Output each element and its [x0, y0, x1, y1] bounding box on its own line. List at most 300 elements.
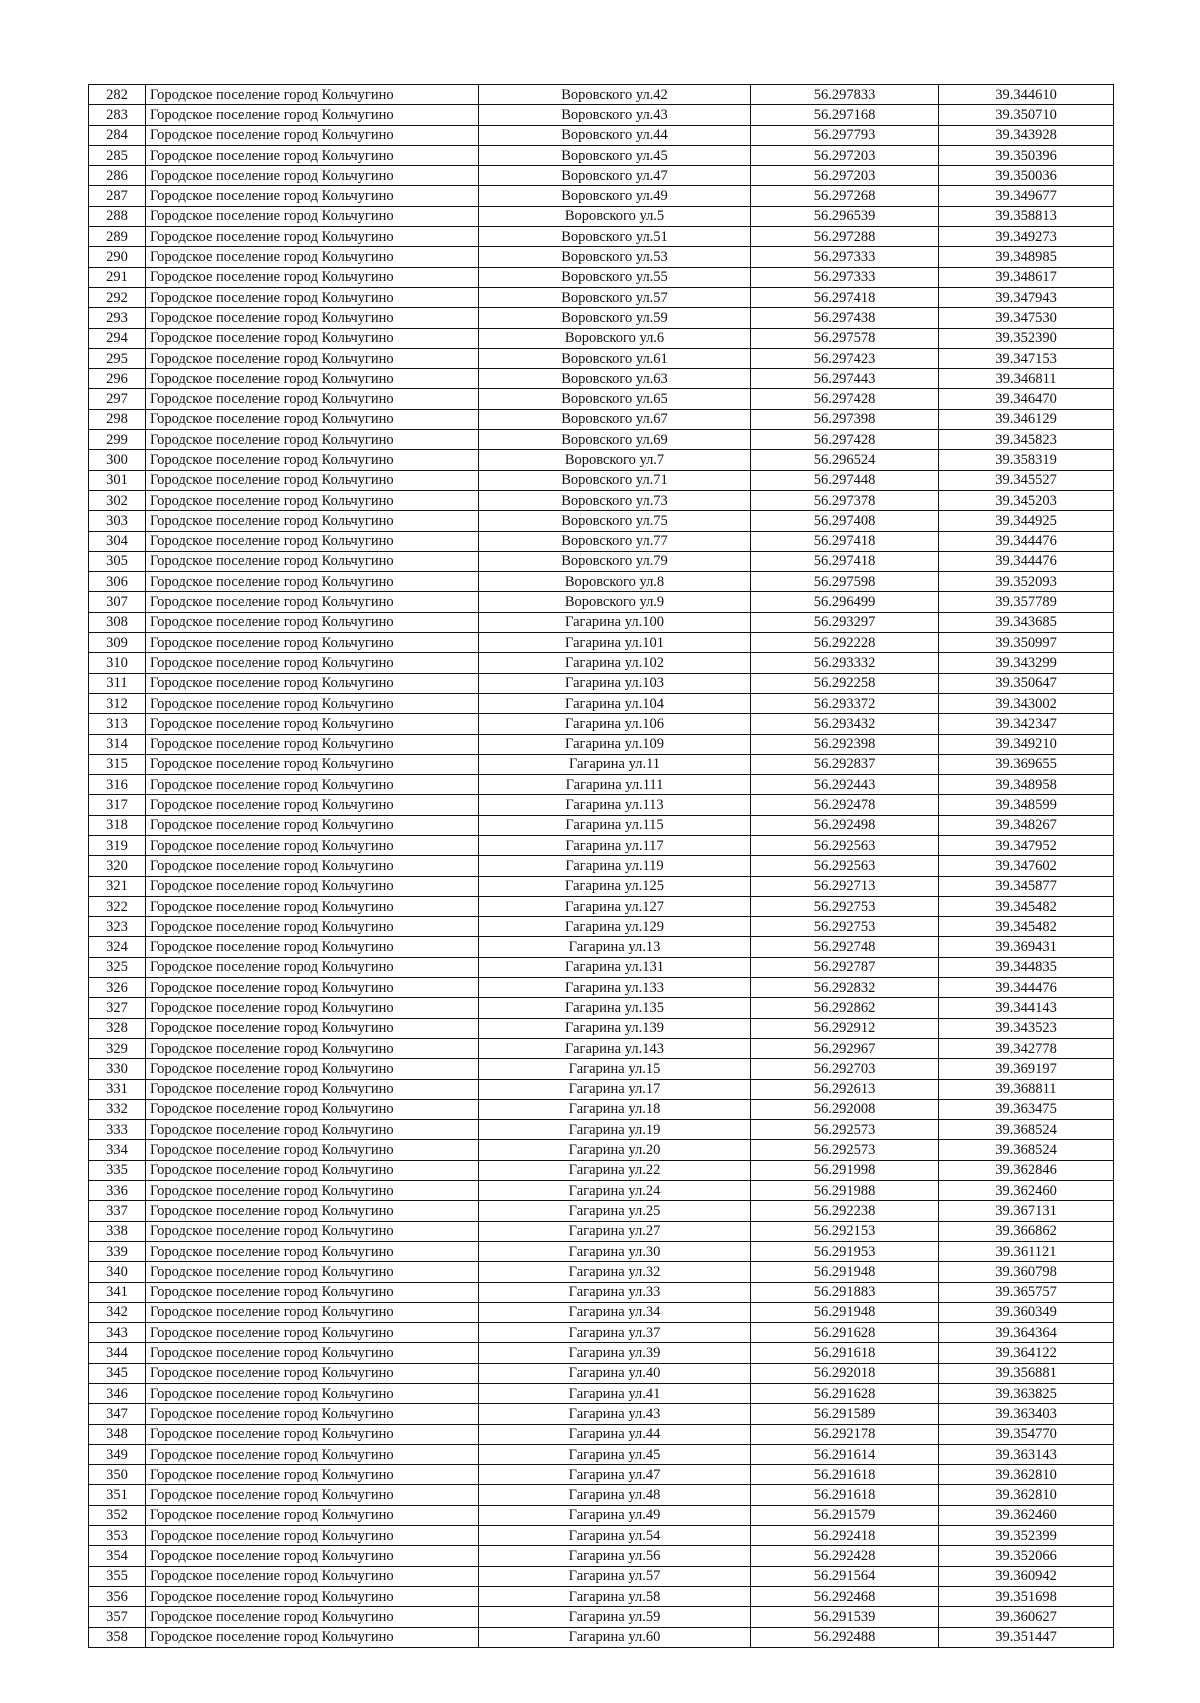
table-row: [89, 328, 1114, 348]
table-row: [89, 1404, 1114, 1424]
row-number-cell: 317: [89, 795, 146, 815]
longitude-cell: 39.350997: [939, 633, 1114, 653]
table-row: [89, 937, 1114, 957]
latitude-cell: 56.297428: [751, 430, 939, 450]
longitude-cell: 39.358319: [939, 450, 1114, 470]
settlement-cell: Городское поселение город Кольчугино: [146, 430, 479, 450]
address-cell: Гагарина ул.102: [479, 653, 751, 673]
longitude-cell: 39.342778: [939, 1038, 1114, 1058]
latitude-cell: 56.291614: [751, 1444, 939, 1464]
settlement-cell: Городское поселение город Кольчугино: [146, 247, 479, 267]
latitude-cell: 56.297168: [751, 105, 939, 125]
address-cell: Воровского ул.57: [479, 287, 751, 307]
address-cell: Воровского ул.6: [479, 328, 751, 348]
address-cell: Гагарина ул.15: [479, 1059, 751, 1079]
settlement-cell: Городское поселение город Кольчугино: [146, 754, 479, 774]
address-cell: Гагарина ул.43: [479, 1404, 751, 1424]
table-row: [89, 186, 1114, 206]
address-cell: Гагарина ул.33: [479, 1282, 751, 1302]
address-cell: Воровского ул.75: [479, 511, 751, 531]
settlement-cell: Городское поселение город Кольчугино: [146, 287, 479, 307]
longitude-cell: 39.345203: [939, 490, 1114, 510]
latitude-cell: 56.292753: [751, 896, 939, 916]
address-cell: Гагарина ул.47: [479, 1465, 751, 1485]
table-row: [89, 714, 1114, 734]
address-cell: Гагарина ул.22: [479, 1160, 751, 1180]
longitude-cell: 39.344476: [939, 551, 1114, 571]
latitude-cell: 56.291628: [751, 1384, 939, 1404]
row-number-cell: 340: [89, 1262, 146, 1282]
address-cell: Гагарина ул.25: [479, 1201, 751, 1221]
latitude-cell: 56.291589: [751, 1404, 939, 1424]
address-cell: Гагарина ул.18: [479, 1099, 751, 1119]
table-row: [89, 896, 1114, 916]
longitude-cell: 39.344143: [939, 998, 1114, 1018]
row-number-cell: 315: [89, 754, 146, 774]
row-number-cell: 290: [89, 247, 146, 267]
address-cell: Воровского ул.8: [479, 572, 751, 592]
address-cell: Гагарина ул.56: [479, 1546, 751, 1566]
settlement-cell: Городское поселение город Кольчугино: [146, 1120, 479, 1140]
settlement-cell: Городское поселение город Кольчугино: [146, 145, 479, 165]
row-number-cell: 289: [89, 227, 146, 247]
address-cell: Гагарина ул.30: [479, 1241, 751, 1261]
longitude-cell: 39.347943: [939, 287, 1114, 307]
table-row: [89, 1201, 1114, 1221]
latitude-cell: 56.292753: [751, 917, 939, 937]
address-cell: Гагарина ул.45: [479, 1444, 751, 1464]
row-number-cell: 312: [89, 693, 146, 713]
longitude-cell: 39.369431: [939, 937, 1114, 957]
latitude-cell: 56.291618: [751, 1465, 939, 1485]
longitude-cell: 39.351447: [939, 1627, 1114, 1647]
settlement-cell: Городское поселение город Кольчугино: [146, 693, 479, 713]
table-row: [89, 1363, 1114, 1383]
settlement-cell: Городское поселение город Кольчугино: [146, 1221, 479, 1241]
address-cell: Воровского ул.44: [479, 125, 751, 145]
settlement-cell: Городское поселение город Кольчугино: [146, 1059, 479, 1079]
longitude-cell: 39.344925: [939, 511, 1114, 531]
row-number-cell: 325: [89, 957, 146, 977]
address-cell: Гагарина ул.131: [479, 957, 751, 977]
table-row: [89, 1241, 1114, 1261]
row-number-cell: 342: [89, 1302, 146, 1322]
address-cell: Гагарина ул.24: [479, 1181, 751, 1201]
latitude-cell: 56.292573: [751, 1140, 939, 1160]
table-row: [89, 1079, 1114, 1099]
longitude-cell: 39.344835: [939, 957, 1114, 977]
address-cell: Гагарина ул.27: [479, 1221, 751, 1241]
latitude-cell: 56.291579: [751, 1505, 939, 1525]
latitude-cell: 56.296539: [751, 206, 939, 226]
row-number-cell: 327: [89, 998, 146, 1018]
table-row: [89, 1120, 1114, 1140]
row-number-cell: 292: [89, 287, 146, 307]
table-row: [89, 612, 1114, 632]
settlement-cell: Городское поселение город Кольчугино: [146, 734, 479, 754]
address-coordinates-table: [88, 84, 1114, 1648]
latitude-cell: 56.297833: [751, 85, 939, 105]
table-row: [89, 85, 1114, 105]
settlement-cell: Городское поселение город Кольчугино: [146, 409, 479, 429]
table-row: [89, 1505, 1114, 1525]
row-number-cell: 337: [89, 1201, 146, 1221]
settlement-cell: Городское поселение город Кольчугино: [146, 1566, 479, 1586]
settlement-cell: Городское поселение город Кольчугино: [146, 1302, 479, 1322]
latitude-cell: 56.292862: [751, 998, 939, 1018]
row-number-cell: 296: [89, 369, 146, 389]
latitude-cell: 56.297288: [751, 227, 939, 247]
row-number-cell: 304: [89, 531, 146, 551]
latitude-cell: 56.292488: [751, 1627, 939, 1647]
address-cell: Гагарина ул.139: [479, 1018, 751, 1038]
address-cell: Гагарина ул.49: [479, 1505, 751, 1525]
table-row: [89, 1546, 1114, 1566]
longitude-cell: 39.369197: [939, 1059, 1114, 1079]
address-cell: Гагарина ул.133: [479, 978, 751, 998]
address-cell: Гагарина ул.13: [479, 937, 751, 957]
longitude-cell: 39.347602: [939, 856, 1114, 876]
row-number-cell: 282: [89, 85, 146, 105]
table-row: [89, 633, 1114, 653]
table-row: [89, 856, 1114, 876]
longitude-cell: 39.343523: [939, 1018, 1114, 1038]
table-row: [89, 1384, 1114, 1404]
longitude-cell: 39.368524: [939, 1140, 1114, 1160]
latitude-cell: 56.292018: [751, 1363, 939, 1383]
latitude-cell: 56.297428: [751, 389, 939, 409]
settlement-cell: Городское поселение город Кольчугино: [146, 551, 479, 571]
latitude-cell: 56.292967: [751, 1038, 939, 1058]
address-cell: Воровского ул.71: [479, 470, 751, 490]
row-number-cell: 343: [89, 1323, 146, 1343]
address-cell: Гагарина ул.41: [479, 1384, 751, 1404]
longitude-cell: 39.344476: [939, 978, 1114, 998]
row-number-cell: 338: [89, 1221, 146, 1241]
longitude-cell: 39.342347: [939, 714, 1114, 734]
table-row: [89, 592, 1114, 612]
latitude-cell: 56.291618: [751, 1485, 939, 1505]
settlement-cell: Городское поселение город Кольчугино: [146, 673, 479, 693]
settlement-cell: Городское поселение город Кольчугино: [146, 896, 479, 916]
latitude-cell: 56.297598: [751, 572, 939, 592]
address-cell: Гагарина ул.135: [479, 998, 751, 1018]
row-number-cell: 326: [89, 978, 146, 998]
row-number-cell: 306: [89, 572, 146, 592]
settlement-cell: Городское поселение город Кольчугино: [146, 815, 479, 835]
row-number-cell: 345: [89, 1363, 146, 1383]
address-cell: Гагарина ул.113: [479, 795, 751, 815]
settlement-cell: Городское поселение город Кольчугино: [146, 917, 479, 937]
settlement-cell: Городское поселение город Кольчугино: [146, 125, 479, 145]
longitude-cell: 39.369655: [939, 754, 1114, 774]
longitude-cell: 39.346470: [939, 389, 1114, 409]
table-row: [89, 653, 1114, 673]
row-number-cell: 299: [89, 430, 146, 450]
address-cell: Гагарина ул.34: [479, 1302, 751, 1322]
longitude-cell: 39.344610: [939, 85, 1114, 105]
row-number-cell: 351: [89, 1485, 146, 1505]
row-number-cell: 308: [89, 612, 146, 632]
longitude-cell: 39.363403: [939, 1404, 1114, 1424]
longitude-cell: 39.352399: [939, 1526, 1114, 1546]
latitude-cell: 56.291948: [751, 1302, 939, 1322]
address-cell: Гагарина ул.111: [479, 775, 751, 795]
longitude-cell: 39.345527: [939, 470, 1114, 490]
row-number-cell: 302: [89, 490, 146, 510]
table-row: [89, 673, 1114, 693]
table-row: [89, 1485, 1114, 1505]
table-row: [89, 348, 1114, 368]
row-number-cell: 285: [89, 145, 146, 165]
latitude-cell: 56.292468: [751, 1586, 939, 1606]
table-row: [89, 998, 1114, 1018]
row-number-cell: 350: [89, 1465, 146, 1485]
row-number-cell: 287: [89, 186, 146, 206]
row-number-cell: 293: [89, 308, 146, 328]
settlement-cell: Городское поселение город Кольчугино: [146, 1079, 479, 1099]
table-row: [89, 754, 1114, 774]
table-body: [89, 85, 1114, 1648]
address-cell: Воровского ул.61: [479, 348, 751, 368]
address-cell: Гагарина ул.32: [479, 1262, 751, 1282]
settlement-cell: Городское поселение город Кольчугино: [146, 978, 479, 998]
row-number-cell: 319: [89, 835, 146, 855]
row-number-cell: 291: [89, 267, 146, 287]
longitude-cell: 39.360627: [939, 1607, 1114, 1627]
table-row: [89, 470, 1114, 490]
latitude-cell: 56.292573: [751, 1120, 939, 1140]
address-cell: Воровского ул.7: [479, 450, 751, 470]
address-cell: Гагарина ул.104: [479, 693, 751, 713]
row-number-cell: 311: [89, 673, 146, 693]
row-number-cell: 295: [89, 348, 146, 368]
settlement-cell: Городское поселение город Кольчугино: [146, 1546, 479, 1566]
longitude-cell: 39.362810: [939, 1465, 1114, 1485]
address-cell: Гагарина ул.11: [479, 754, 751, 774]
table-row: [89, 1627, 1114, 1647]
settlement-cell: Городское поселение город Кольчугино: [146, 1363, 479, 1383]
latitude-cell: 56.297333: [751, 247, 939, 267]
settlement-cell: Городское поселение город Кольчугино: [146, 166, 479, 186]
longitude-cell: 39.363825: [939, 1384, 1114, 1404]
latitude-cell: 56.292418: [751, 1526, 939, 1546]
table-row: [89, 1566, 1114, 1586]
address-cell: Воровского ул.47: [479, 166, 751, 186]
settlement-cell: Городское поселение город Кольчугино: [146, 775, 479, 795]
address-cell: Гагарина ул.57: [479, 1566, 751, 1586]
table-row: [89, 734, 1114, 754]
row-number-cell: 301: [89, 470, 146, 490]
longitude-cell: 39.348617: [939, 267, 1114, 287]
settlement-cell: Городское поселение город Кольчугино: [146, 369, 479, 389]
row-number-cell: 344: [89, 1343, 146, 1363]
address-cell: Гагарина ул.117: [479, 835, 751, 855]
longitude-cell: 39.347530: [939, 308, 1114, 328]
table-row: [89, 1181, 1114, 1201]
longitude-cell: 39.351698: [939, 1586, 1114, 1606]
address-cell: Воровского ул.79: [479, 551, 751, 571]
longitude-cell: 39.354770: [939, 1424, 1114, 1444]
latitude-cell: 56.291883: [751, 1282, 939, 1302]
latitude-cell: 56.297203: [751, 145, 939, 165]
row-number-cell: 307: [89, 592, 146, 612]
table-row: [89, 1424, 1114, 1444]
table-row: [89, 775, 1114, 795]
row-number-cell: 346: [89, 1384, 146, 1404]
settlement-cell: Городское поселение город Кольчугино: [146, 1241, 479, 1261]
settlement-cell: Городское поселение город Кольчугино: [146, 490, 479, 510]
table-row: [89, 1221, 1114, 1241]
latitude-cell: 56.293432: [751, 714, 939, 734]
settlement-cell: Городское поселение город Кольчугино: [146, 1343, 479, 1363]
row-number-cell: 314: [89, 734, 146, 754]
table-row: [89, 1018, 1114, 1038]
row-number-cell: 318: [89, 815, 146, 835]
longitude-cell: 39.349677: [939, 186, 1114, 206]
address-cell: Воровского ул.43: [479, 105, 751, 125]
settlement-cell: Городское поселение город Кольчугино: [146, 308, 479, 328]
latitude-cell: 56.293332: [751, 653, 939, 673]
longitude-cell: 39.343928: [939, 125, 1114, 145]
address-cell: Воровского ул.63: [479, 369, 751, 389]
settlement-cell: Городское поселение город Кольчугино: [146, 1323, 479, 1343]
longitude-cell: 39.349273: [939, 227, 1114, 247]
table-row: [89, 1444, 1114, 1464]
longitude-cell: 39.352093: [939, 572, 1114, 592]
settlement-cell: Городское поселение город Кольчугино: [146, 633, 479, 653]
row-number-cell: 353: [89, 1526, 146, 1546]
latitude-cell: 56.292153: [751, 1221, 939, 1241]
table-row: [89, 978, 1114, 998]
row-number-cell: 297: [89, 389, 146, 409]
table-row: [89, 572, 1114, 592]
settlement-cell: Городское поселение город Кольчугино: [146, 1607, 479, 1627]
table-row: [89, 957, 1114, 977]
address-cell: Гагарина ул.40: [479, 1363, 751, 1383]
longitude-cell: 39.343002: [939, 693, 1114, 713]
latitude-cell: 56.291953: [751, 1241, 939, 1261]
address-cell: Гагарина ул.143: [479, 1038, 751, 1058]
longitude-cell: 39.362460: [939, 1505, 1114, 1525]
address-cell: Гагарина ул.39: [479, 1343, 751, 1363]
longitude-cell: 39.343685: [939, 612, 1114, 632]
longitude-cell: 39.357789: [939, 592, 1114, 612]
latitude-cell: 56.292613: [751, 1079, 939, 1099]
settlement-cell: Городское поселение город Кольчугино: [146, 450, 479, 470]
row-number-cell: 310: [89, 653, 146, 673]
latitude-cell: 56.292563: [751, 835, 939, 855]
latitude-cell: 56.292703: [751, 1059, 939, 1079]
latitude-cell: 56.292748: [751, 937, 939, 957]
row-number-cell: 355: [89, 1566, 146, 1586]
table-row: [89, 227, 1114, 247]
table-row: [89, 1465, 1114, 1485]
longitude-cell: 39.345482: [939, 917, 1114, 937]
address-cell: Воровского ул.51: [479, 227, 751, 247]
latitude-cell: 56.292837: [751, 754, 939, 774]
settlement-cell: Городское поселение город Кольчугино: [146, 835, 479, 855]
settlement-cell: Городское поселение город Кольчугино: [146, 714, 479, 734]
table-row: [89, 1140, 1114, 1160]
settlement-cell: Городское поселение город Кольчугино: [146, 531, 479, 551]
address-cell: Гагарина ул.58: [479, 1586, 751, 1606]
longitude-cell: 39.364122: [939, 1343, 1114, 1363]
latitude-cell: 56.291618: [751, 1343, 939, 1363]
settlement-cell: Городское поселение город Кольчугино: [146, 612, 479, 632]
longitude-cell: 39.348958: [939, 775, 1114, 795]
latitude-cell: 56.291948: [751, 1262, 939, 1282]
longitude-cell: 39.345482: [939, 896, 1114, 916]
row-number-cell: 321: [89, 876, 146, 896]
row-number-cell: 305: [89, 551, 146, 571]
table-row: [89, 551, 1114, 571]
latitude-cell: 56.292008: [751, 1099, 939, 1119]
address-cell: Гагарина ул.100: [479, 612, 751, 632]
row-number-cell: 356: [89, 1586, 146, 1606]
address-cell: Гагарина ул.48: [479, 1485, 751, 1505]
settlement-cell: Городское поселение город Кольчугино: [146, 1384, 479, 1404]
longitude-cell: 39.344476: [939, 531, 1114, 551]
latitude-cell: 56.297268: [751, 186, 939, 206]
latitude-cell: 56.296499: [751, 592, 939, 612]
table-row: [89, 1343, 1114, 1363]
row-number-cell: 283: [89, 105, 146, 125]
table-row: [89, 450, 1114, 470]
latitude-cell: 56.296524: [751, 450, 939, 470]
address-cell: Воровского ул.49: [479, 186, 751, 206]
address-cell: Гагарина ул.59: [479, 1607, 751, 1627]
row-number-cell: 334: [89, 1140, 146, 1160]
address-cell: Воровского ул.5: [479, 206, 751, 226]
row-number-cell: 358: [89, 1627, 146, 1647]
table-row: [89, 1059, 1114, 1079]
settlement-cell: Городское поселение город Кольчугино: [146, 328, 479, 348]
row-number-cell: 300: [89, 450, 146, 470]
settlement-cell: Городское поселение город Кольчугино: [146, 1424, 479, 1444]
latitude-cell: 56.291998: [751, 1160, 939, 1180]
settlement-cell: Городское поселение город Кольчугино: [146, 653, 479, 673]
address-cell: Воровского ул.67: [479, 409, 751, 429]
settlement-cell: Городское поселение город Кольчугино: [146, 572, 479, 592]
longitude-cell: 39.363143: [939, 1444, 1114, 1464]
row-number-cell: 347: [89, 1404, 146, 1424]
longitude-cell: 39.364364: [939, 1323, 1114, 1343]
table-row: [89, 1526, 1114, 1546]
longitude-cell: 39.358813: [939, 206, 1114, 226]
longitude-cell: 39.366862: [939, 1221, 1114, 1241]
settlement-cell: Городское поселение город Кольчугино: [146, 1201, 479, 1221]
table-row: [89, 1282, 1114, 1302]
settlement-cell: Городское поселение город Кольчугино: [146, 186, 479, 206]
settlement-cell: Городское поселение город Кольчугино: [146, 1018, 479, 1038]
longitude-cell: 39.363475: [939, 1099, 1114, 1119]
row-number-cell: 294: [89, 328, 146, 348]
table-row: [89, 206, 1114, 226]
address-cell: Гагарина ул.103: [479, 673, 751, 693]
longitude-cell: 39.352066: [939, 1546, 1114, 1566]
latitude-cell: 56.292428: [751, 1546, 939, 1566]
latitude-cell: 56.292713: [751, 876, 939, 896]
settlement-cell: Городское поселение город Кольчугино: [146, 795, 479, 815]
latitude-cell: 56.293297: [751, 612, 939, 632]
address-cell: Гагарина ул.20: [479, 1140, 751, 1160]
latitude-cell: 56.297398: [751, 409, 939, 429]
address-cell: Гагарина ул.19: [479, 1120, 751, 1140]
row-number-cell: 341: [89, 1282, 146, 1302]
longitude-cell: 39.360798: [939, 1262, 1114, 1282]
latitude-cell: 56.292443: [751, 775, 939, 795]
